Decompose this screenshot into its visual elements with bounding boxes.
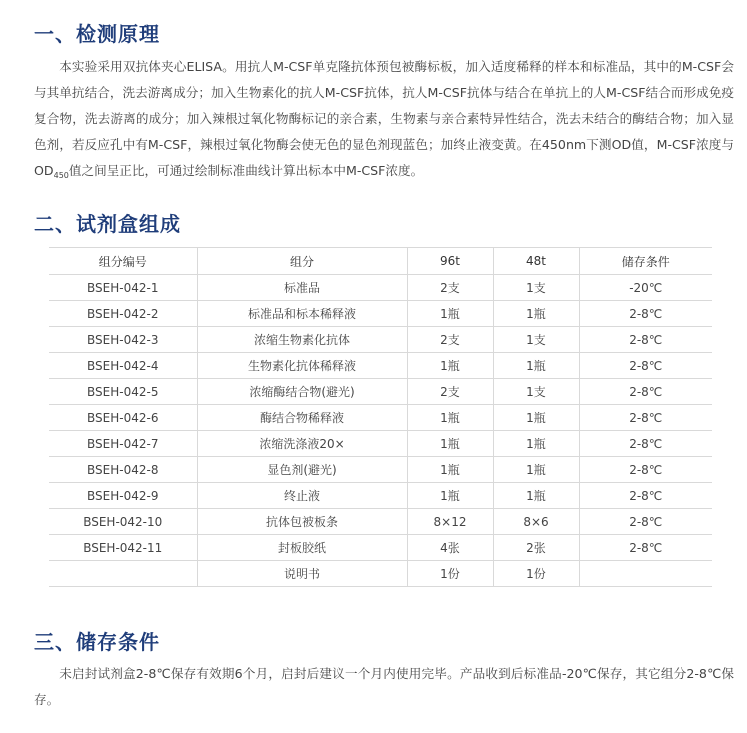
cell-96t: 1份 xyxy=(407,561,493,587)
cell-id: BSEH-042-6 xyxy=(49,405,197,431)
cell-storage: 2-8℃ xyxy=(579,509,712,535)
cell-component: 封板胶纸 xyxy=(197,535,407,561)
cell-96t: 2支 xyxy=(407,275,493,301)
cell-48t: 8×6 xyxy=(493,509,579,535)
cell-48t: 1瓶 xyxy=(493,405,579,431)
table-row xyxy=(49,379,712,405)
table-row xyxy=(49,535,712,561)
cell-component: 抗体包被板条 xyxy=(197,509,407,535)
cell-storage: 2-8℃ xyxy=(579,483,712,509)
cell-48t: 1份 xyxy=(493,561,579,587)
table-header-row xyxy=(49,248,712,275)
cell-48t: 1瓶 xyxy=(493,431,579,457)
cell-component: 生物素化抗体稀释液 xyxy=(197,353,407,379)
cell-storage: -20℃ xyxy=(579,275,712,301)
cell-96t: 1瓶 xyxy=(407,431,493,457)
cell-id: BSEH-042-2 xyxy=(49,301,197,327)
cell-id: BSEH-042-11 xyxy=(49,535,197,561)
table-row xyxy=(49,301,712,327)
cell-48t: 1瓶 xyxy=(493,301,579,327)
storage-paragraph: 未启封试剂盒2-8℃保存有效期6个月，启封后建议一个月内使用完毕。产品收到后标准品-20℃保存，其它组分2-8℃保存。 xyxy=(34,666,734,707)
cell-id: BSEH-042-9 xyxy=(49,483,197,509)
cell-storage: 2-8℃ xyxy=(579,405,712,431)
table-row xyxy=(49,327,712,353)
section-title-storage: 三、储存条件 xyxy=(34,630,160,654)
principle-text-part-1: 本实验采用双抗体夹心ELISA。用抗人M-CSF单克隆抗体预包被酶标板，加入适度稀释的样本和标准品，其中的M-CSF会与其单抗结合，洗去游离成分；加入生物素化的抗人M-CSF抗体，抗人M-CSF抗体与结合在单抗上的人M-CSF结合而形成免疫复合物，洗去游离的成分；加入辣根过氧化物酶标记的亲合素，生物素与亲合素特异性结合，洗去未结合的酶结合物；加入显色剂，若反应孔中有M-CSF，辣根过氧化物酶会使无色的显色剂现蓝色；加终止液变黄。在450nm下测OD值，M-CSF浓度与OD xyxy=(34,59,734,178)
cell-96t: 1瓶 xyxy=(407,353,493,379)
cell-component: 显色剂(避光) xyxy=(197,457,407,483)
table-row xyxy=(49,353,712,379)
cell-component: 说明书 xyxy=(197,561,407,587)
principle-text-subscript: 450 xyxy=(53,171,69,180)
cell-component: 酶结合物稀释液 xyxy=(197,405,407,431)
cell-id: BSEH-042-3 xyxy=(49,327,197,353)
header-component-id: 组分编号 xyxy=(49,248,197,275)
cell-96t: 1瓶 xyxy=(407,483,493,509)
cell-48t: 1瓶 xyxy=(493,457,579,483)
table-row xyxy=(49,509,712,535)
cell-48t: 2张 xyxy=(493,535,579,561)
table-row xyxy=(49,457,712,483)
cell-48t: 1支 xyxy=(493,379,579,405)
header-48t: 48t xyxy=(493,248,579,275)
cell-96t: 2支 xyxy=(407,379,493,405)
cell-storage: 2-8℃ xyxy=(579,457,712,483)
section-title-kit: 二、试剂盒组成 xyxy=(34,212,181,236)
cell-component: 浓缩洗涤液20× xyxy=(197,431,407,457)
cell-96t: 1瓶 xyxy=(407,301,493,327)
cell-component: 标准品和标本稀释液 xyxy=(197,301,407,327)
cell-id xyxy=(49,561,197,587)
table-row xyxy=(49,431,712,457)
table-row xyxy=(49,561,712,587)
section-title-principle: 一、检测原理 xyxy=(34,22,160,46)
cell-component: 浓缩酶结合物(避光) xyxy=(197,379,407,405)
cell-component: 标准品 xyxy=(197,275,407,301)
principle-text-part-2: 值之间呈正比，可通过绘制标准曲线计算出标本中M-CSF浓度。 xyxy=(68,163,424,178)
cell-component: 终止液 xyxy=(197,483,407,509)
table-row xyxy=(49,275,712,301)
principle-paragraph xyxy=(34,54,734,184)
cell-id: BSEH-042-7 xyxy=(49,431,197,457)
header-component: 组分 xyxy=(197,248,407,275)
cell-storage: 2-8℃ xyxy=(579,431,712,457)
cell-storage: 2-8℃ xyxy=(579,379,712,405)
cell-storage: 2-8℃ xyxy=(579,327,712,353)
cell-id: BSEH-042-4 xyxy=(49,353,197,379)
cell-96t: 4张 xyxy=(407,535,493,561)
cell-id: BSEH-042-5 xyxy=(49,379,197,405)
cell-storage: 2-8℃ xyxy=(579,535,712,561)
cell-storage xyxy=(579,561,712,587)
cell-96t: 1瓶 xyxy=(407,457,493,483)
table-row xyxy=(49,405,712,431)
header-96t: 96t xyxy=(407,248,493,275)
cell-48t: 1支 xyxy=(493,275,579,301)
cell-48t: 1瓶 xyxy=(493,483,579,509)
cell-storage: 2-8℃ xyxy=(579,301,712,327)
cell-id: BSEH-042-1 xyxy=(49,275,197,301)
cell-id: BSEH-042-8 xyxy=(49,457,197,483)
cell-96t: 1瓶 xyxy=(407,405,493,431)
cell-storage: 2-8℃ xyxy=(579,353,712,379)
cell-48t: 1支 xyxy=(493,327,579,353)
kit-components-table xyxy=(49,247,712,587)
table-body xyxy=(49,275,712,587)
table-row xyxy=(49,483,712,509)
cell-48t: 1瓶 xyxy=(493,353,579,379)
cell-component: 浓缩生物素化抗体 xyxy=(197,327,407,353)
cell-id: BSEH-042-10 xyxy=(49,509,197,535)
cell-96t: 8×12 xyxy=(407,509,493,535)
cell-96t: 2支 xyxy=(407,327,493,353)
header-storage: 储存条件 xyxy=(579,248,712,275)
